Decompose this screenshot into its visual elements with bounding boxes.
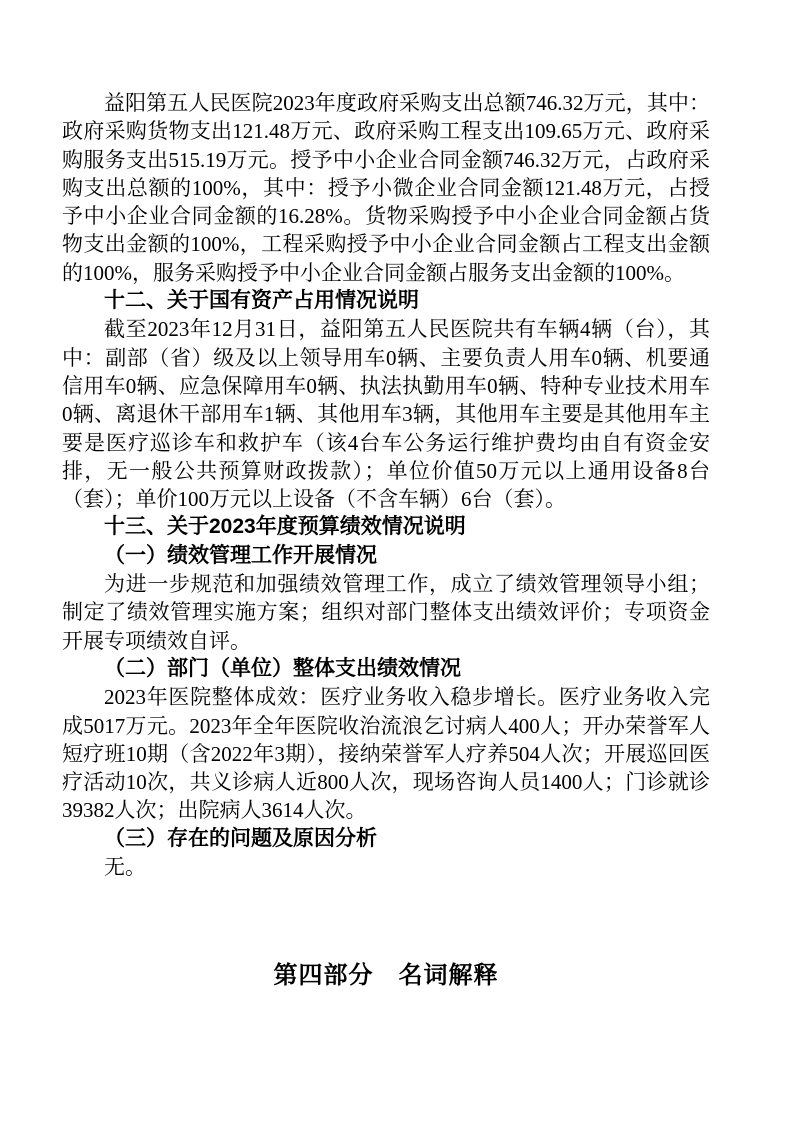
document-body bbox=[62, 89, 710, 881]
section-heading: （一）绩效管理工作开展情况 bbox=[104, 543, 377, 567]
part-title: 第四部分 名词解释 bbox=[273, 963, 499, 990]
paragraph: 为进一步规范和加强绩效管理工作，成立了绩效管理领导小组；制定了绩效管理实施方案；组织对部门整体支出绩效评价；专项资金开展专项绩效自评。 bbox=[62, 572, 710, 653]
section-heading: （三）存在的问题及原因分析 bbox=[104, 826, 377, 850]
section-heading: 十二、关于国有资产占用情况说明 bbox=[104, 289, 419, 313]
section-heading: 十三、关于2023年度预算绩效情况说明 bbox=[104, 515, 466, 539]
paragraph: 益阳第五人民医院2023年度政府采购支出总额746.32万元，其中：政府采购货物支出121.48万元、政府采购工程支出109.65万元、政府采购服务支出515.19万元。授予中小企业合同金额746.32万元，占政府采购支出总额的100%，其中：授予小微企业合同金额121.48万元，占授予中小企业合同金额的16.28%。货物采购授予中小企业合同金额占货物支出金额的100%，工程采购授予中小企业合同金额占工程支出金额的100%，服务采购授予中小企业合同金额占服务支出金额的100%。 bbox=[62, 91, 710, 285]
paragraph: 截至2023年12月31日，益阳第五人民医院共有车辆4辆（台），其中：副部（省）级及以上领导用车0辆、主要负责人用车0辆、机要通信用车0辆、应急保障用车0辆、执法执勤用车0辆、特种专业技术用车0辆、离退休干部用车1辆、其他用车3辆，其他用车主要是其他用车主要是医疗巡诊车和救护车（该4台车公务运行维护费均由自有资金安排，无一般公共预算财政拨款）；单位价值50万元以上通用设备8台（套）；单价100万元以上设备（不含车辆）6台（套）。 bbox=[62, 317, 710, 512]
paragraph: 无。 bbox=[104, 855, 146, 880]
section-heading: （二）部门（单位）整体支出绩效情况 bbox=[104, 656, 461, 680]
paragraph: 2023年医院整体成效：医疗业务收入稳步增长。医疗业务收入完成5017万元。2023年全年医院收治流浪乞讨病人400人；开办荣誉军人短疗班10期（含2022年3期），接纳荣誉军人疗养504人次；开展巡回医疗活动10次，共义诊病人近800人次，现场咨询人员1400人；门诊就诊39382人次；出院病人3614人次。 bbox=[62, 685, 710, 823]
